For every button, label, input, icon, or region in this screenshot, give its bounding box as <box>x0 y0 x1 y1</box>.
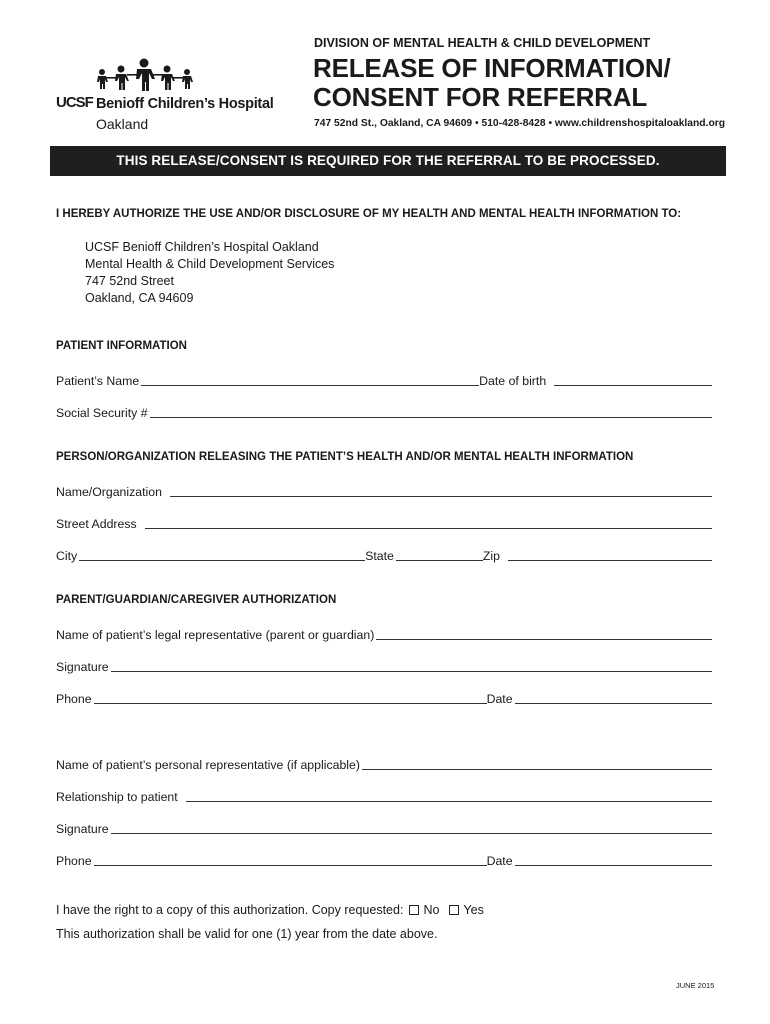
personal-rep-row <box>56 754 712 772</box>
legal-rep-field[interactable] <box>376 627 712 640</box>
city-field[interactable] <box>79 548 365 561</box>
phone2-label: Phone <box>56 854 92 868</box>
dob-field[interactable] <box>554 373 712 386</box>
guardian-heading: PARENT/GUARDIAN/CAREGIVER AUTHORIZATION <box>56 594 337 606</box>
copy-yes-label: Yes <box>463 903 484 917</box>
copy-yes-checkbox[interactable] <box>449 905 459 915</box>
phone-field[interactable] <box>94 691 487 704</box>
phone2-date2-row <box>56 850 712 868</box>
recipient-line: 747 52nd Street <box>85 274 174 288</box>
signature2-field[interactable] <box>111 821 712 834</box>
division-name: DIVISION OF MENTAL HEALTH & CHILD DEVELOPMENT <box>314 36 651 50</box>
legal-rep-label: Name of patient’s legal representative (parent or guardian) <box>56 628 375 642</box>
hospital-logo <box>56 58 296 138</box>
form-title-line1: RELEASE OF INFORMATION/ <box>313 53 671 83</box>
state-field[interactable] <box>396 548 483 561</box>
ssn-label: Social Security # <box>56 406 148 420</box>
contact-address: 747 52nd St., Oakland, CA 94609 • 510-428-8428 • www.childrenshospitaloakland.org <box>314 118 726 129</box>
org-name-label: Name/Organization <box>56 485 162 499</box>
phone-date-row <box>56 688 712 706</box>
date-label: Date <box>486 692 513 706</box>
relationship-row <box>56 786 712 804</box>
recipient-address <box>85 239 334 307</box>
relationship-label: Relationship to patient <box>56 790 178 804</box>
date2-label: Date <box>486 854 513 868</box>
releasing-org-heading: PERSON/ORGANIZATION RELEASING THE PATIENT’S HEALTH AND/OR MENTAL HEALTH INFORMATION <box>56 451 634 463</box>
date-field[interactable] <box>515 691 712 704</box>
dob-label: Date of birth <box>479 374 547 388</box>
signature2-row <box>56 818 712 836</box>
street-row <box>56 513 712 531</box>
patient-info-heading: PATIENT INFORMATION <box>56 340 187 352</box>
recipient-line: Oakland, CA 94609 <box>85 291 194 305</box>
city-label: City <box>56 549 78 563</box>
relationship-field[interactable] <box>186 789 712 802</box>
copy-no-label: No <box>423 903 440 917</box>
org-name-field[interactable] <box>170 484 712 497</box>
signature2-label: Signature <box>56 822 109 836</box>
date2-field[interactable] <box>515 853 712 866</box>
authorization-statement: I HEREBY AUTHORIZE THE USE AND/OR DISCLOSURE OF MY HEALTH AND MENTAL HEALTH INFORMATION TO: <box>56 208 682 220</box>
logo-location: Oakland <box>96 116 149 132</box>
signature-row <box>56 656 712 674</box>
personal-rep-field[interactable] <box>362 757 712 770</box>
logo-ucsf-text: UCSF <box>56 94 93 111</box>
form-title-line2: CONSENT FOR REFERRAL <box>313 82 648 112</box>
recipient-line: Mental Health & Child Development Services <box>85 257 335 271</box>
revision-date: JUNE 2015 <box>676 981 715 990</box>
legal-rep-row <box>56 624 712 642</box>
requirement-banner: THIS RELEASE/CONSENT IS REQUIRED FOR THE REFERRAL TO BE PROCESSED. <box>50 146 726 176</box>
form-title <box>313 54 670 112</box>
phone-label: Phone <box>56 692 92 706</box>
street-label: Street Address <box>56 517 137 531</box>
logo-hospital-name: Benioff Children’s Hospital <box>96 96 274 112</box>
validity-statement: This authorization shall be valid for one (1) year from the date above. <box>56 927 438 941</box>
personal-rep-label: Name of patient’s personal representative (if applicable) <box>56 758 360 772</box>
zip-field[interactable] <box>508 548 712 561</box>
signature-field[interactable] <box>111 659 712 672</box>
patient-name-field[interactable] <box>141 373 479 386</box>
patient-name-row <box>56 370 712 388</box>
city-state-zip-row <box>56 545 712 563</box>
ssn-field[interactable] <box>150 405 712 418</box>
zip-label: Zip <box>482 549 500 563</box>
street-field[interactable] <box>145 516 712 529</box>
recipient-line: UCSF Benioff Children’s Hospital Oakland <box>85 240 319 254</box>
signature-label: Signature <box>56 660 109 674</box>
state-label: State <box>365 549 394 563</box>
copy-request-text: I have the right to a copy of this authorization. Copy requested: <box>56 903 404 917</box>
org-name-row <box>56 481 712 499</box>
phone2-field[interactable] <box>94 853 487 866</box>
children-figures-icon <box>96 58 246 94</box>
copy-no-checkbox[interactable] <box>409 905 419 915</box>
copy-request <box>56 903 484 917</box>
ssn-row <box>56 402 712 420</box>
patient-name-label: Patient’s Name <box>56 374 140 388</box>
